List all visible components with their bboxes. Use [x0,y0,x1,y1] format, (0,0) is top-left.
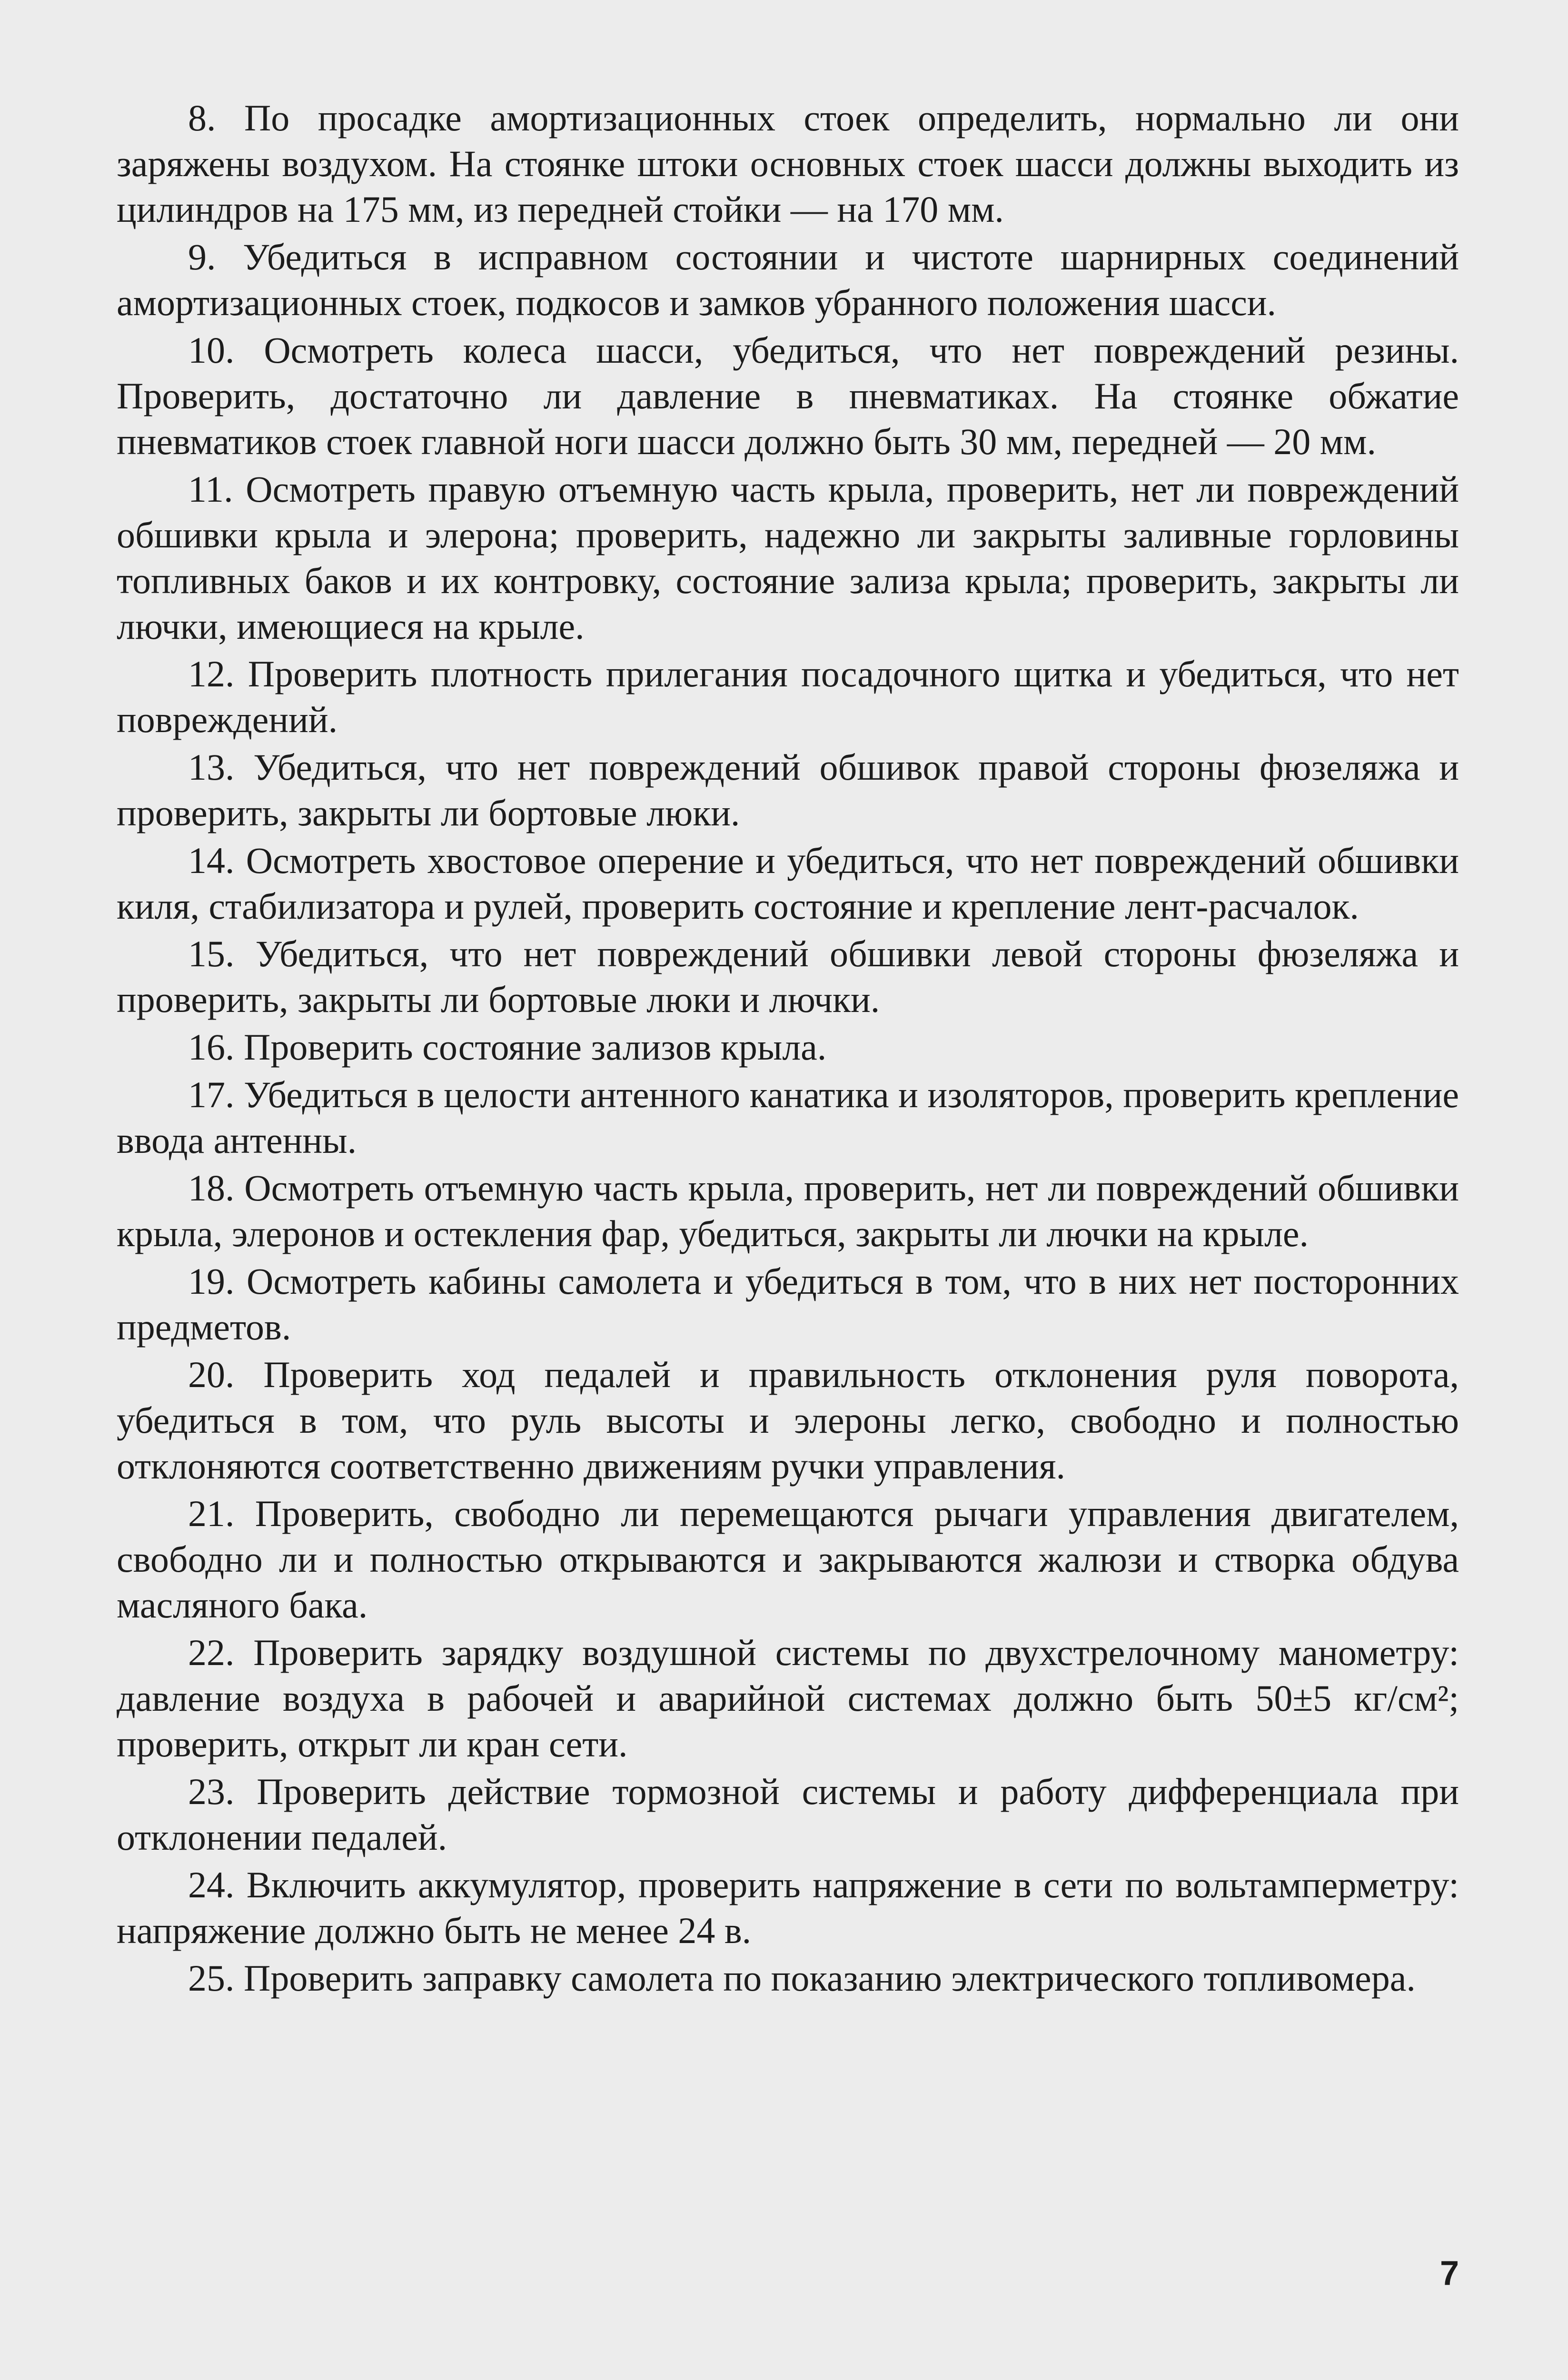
list-item-19: 19. Осмотреть кабины самолета и убедиться в том, что в них нет посторонних предметов. [117,1260,1459,1348]
list-item-12: 12. Проверить плотность прилегания посадочного щитка и убедиться, что нет повреждений. [117,653,1459,740]
list-item-21: 21. Проверить, свободно ли перемещаются рычаги управления двигателем, свободно ли и полностью открываются и закрываются жалюзи и створка обдува масляного бака. [117,1493,1459,1626]
list-item-11: 11. Осмотреть правую отъемную часть крыла, проверить, нет ли повреждений обшивки крыла и элерона; проверить, надежно ли закрыты заливные горловины топливных баков и их контровку, состояние зализа крыла; проверить, закрыты ли лючки, имеющиеся на крыле. [117,468,1459,647]
list-item-14: 14. Осмотреть хвостовое оперение и убедиться, что нет повреждений обшивки киля, стабилизатора и рулей, проверить состояние и крепление лент-расчалок. [117,840,1459,927]
list-item-25: 25. Проверить заправку самолета по показанию электрического топливомера. [188,1957,1416,1999]
list-item-24: 24. Включить аккумулятор, проверить напряжение в сети по вольтамперметру: напряжение должно быть не менее 24 в. [117,1864,1459,1951]
list-item-10: 10. Осмотреть колеса шасси, убедиться, что нет повреждений резины. Проверить, достаточно ли давление в пневматиках. На стоянке обжатие пневматиков стоек главной ноги шасси должно быть 30 мм, передней — 20 мм. [117,329,1459,462]
list-item-20: 20. Проверить ход педалей и правильность отклонения руля поворота, убедиться в том, что руль высоты и элероны легко, свободно и полностью отклоняются соответственно движениям ручки управления. [117,1354,1459,1487]
text-block [117,95,1459,2003]
list-item-23: 23. Проверить действие тормозной системы и работу дифференциала при отклонении педалей. [117,1771,1459,1858]
list-item-22: 22. Проверить зарядку воздушной системы по двухстрелочному манометру: давление воздуха в рабочей и аварийной системах должно быть 50±5 кг/см²; проверить, открыт ли кран сети. [117,1632,1459,1765]
list-item-17: 17. Убедиться в целости антенного канатика и изоляторов, проверить крепление ввода антенны. [117,1074,1459,1161]
list-item-18: 18. Осмотреть отъемную часть крыла, проверить, нет ли повреждений обшивки крыла, элеронов и остекления фар, убедиться, закрыты ли лючки на крыле. [117,1167,1459,1254]
list-item-9: 9. Убедиться в исправном состоянии и чистоте шарнирных соединений амортизационных стоек, подкосов и замков убранного положения шасси. [117,236,1459,323]
list-item-13: 13. Убедиться, что нет повреждений обшивок правой стороны фюзеляжа и проверить, закрыты ли бортовые люки. [117,746,1459,833]
list-item-15: 15. Убедиться, что нет повреждений обшивки левой стороны фюзеляжа и проверить, закрыты ли бортовые люки и лючки. [117,933,1459,1020]
page-number: 7 [1440,2254,1459,2292]
list-item-16: 16. Проверить состояние зализов крыла. [188,1026,827,1068]
list-item-8: 8. По просадке амортизационных стоек определить, нормально ли они заряжены воздухом. На стоянке штоки основных стоек шасси должны выходить из цилиндров на 175 мм, из передней стойки — на 170 мм. [117,97,1459,230]
